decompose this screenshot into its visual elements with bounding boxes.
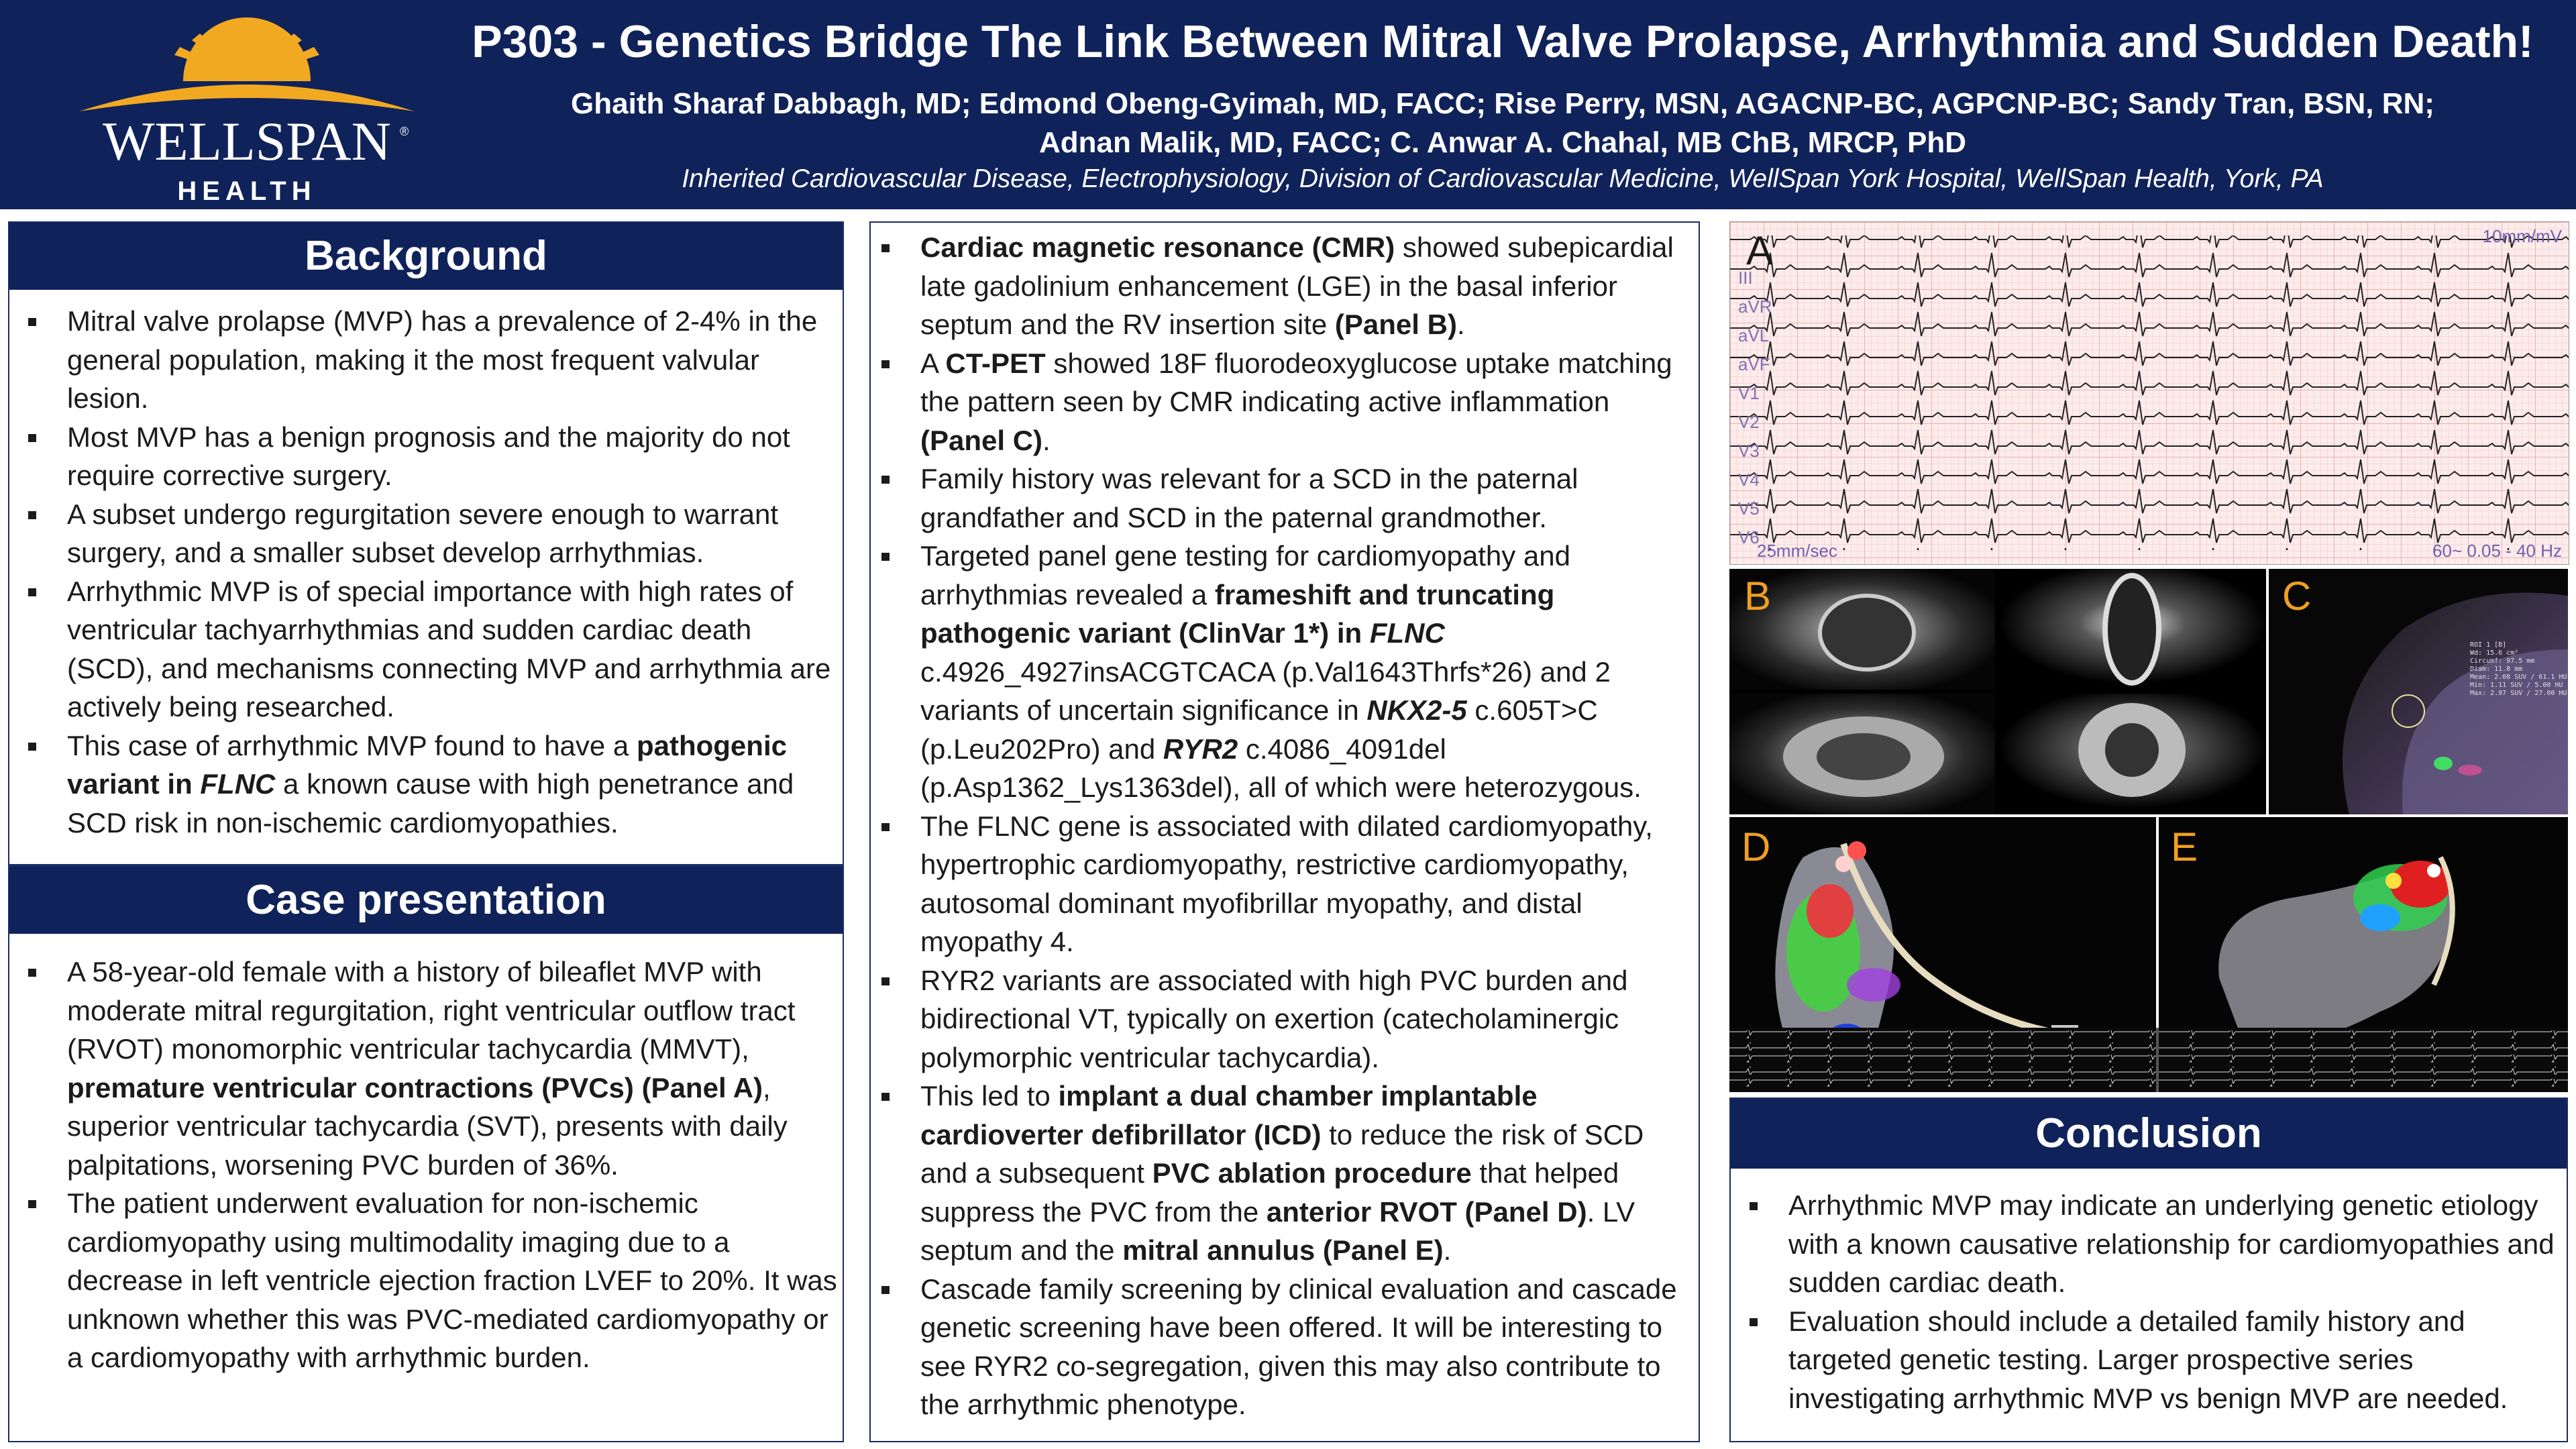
conclusion-heading: Conclusion xyxy=(1731,1099,2567,1169)
ecg-strip xyxy=(1730,264,2569,294)
list-item: This led to implant a dual chamber implantable cardioverter defibrillator (ICD) to reduce the risk of SCD and a subsequent PVC ablation procedure that helped suppress the PVC from the anterior RVOT (Panel D). LV septum and the mitral annulus (Panel E). xyxy=(872,1077,1697,1270)
ct-pet-panel xyxy=(2269,569,2568,814)
ecg-strip xyxy=(1730,321,2569,351)
ecg-lead-label: V2 xyxy=(1738,412,1760,432)
ecg-strip xyxy=(1730,378,2569,408)
list-item: The FLNC gene is associated with dilated cardiomyopathy, hypertrophic cardiomyopathy, restrictive cardiomyopathy, autosomal dominant myofibrillar myopathy, and distal myopathy 4. xyxy=(872,807,1697,961)
ecg-strip xyxy=(1730,350,2569,379)
conclusion-list xyxy=(1740,1186,2560,1417)
wellspan-logo xyxy=(72,11,421,205)
ecg-lead-label: V3 xyxy=(1738,441,1760,461)
author-list xyxy=(463,85,2542,162)
ecg-strip xyxy=(1730,435,2569,465)
ecg-strip xyxy=(1730,492,2569,522)
list-item: Arrhythmic MVP may indicate an underlying genetic etiology with a known causative relationship for cardiomyopathies and sudden cardiac death. xyxy=(1740,1186,2560,1302)
case-details-list xyxy=(872,228,1697,1424)
panel-b-label: B xyxy=(1744,574,1772,619)
poster-title: P303 - Genetics Bridge The Link Between Mitral Valve Prolapse, Arrhythmia and Sudden Death! xyxy=(472,16,2534,67)
ecg-tracing xyxy=(1730,222,2569,564)
ecg-strip xyxy=(1730,235,2569,265)
list-item: The patient underwent evaluation for non-ischemic cardiomyopathy using multimodality imaging due to a decrease in left ventricle ejection fraction LVEF to 20%. It was unknown whether this was PVC-mediated cardiomyopathy or a cardiomyopathy with arrhythmic burden. xyxy=(19,1184,837,1377)
list-item: RYR2 variants are associated with high PVC burden and bidirectional VT, typically on exertion (catecholaminergic polymorphic ventricular tachycardia). xyxy=(872,961,1697,1077)
background-list xyxy=(19,302,837,842)
background-heading: Background xyxy=(9,223,843,290)
cmr-panel xyxy=(1729,569,2266,814)
list-item: Arrhythmic MVP is of special importance with high rates of ventricular tachyarrhythmias and sudden cardiac death (SCD), and mechanisms connecting MVP and arrhythmia are actively being researched. xyxy=(19,572,837,727)
ecg-lead-label: aVL xyxy=(1738,325,1770,345)
ecg-strip xyxy=(1730,292,2569,322)
panel-e-label: E xyxy=(2171,824,2198,869)
panel-c-label: C xyxy=(2282,574,2312,619)
svg-text:WELLSPAN: WELLSPAN xyxy=(103,111,391,172)
case-presentation-heading: Case presentation xyxy=(9,867,843,934)
list-item: Evaluation should include a detailed family history and targeted genetic testing. Larger prospective series investigating arrhythmic MVP vs benign MVP are needed. xyxy=(1740,1302,2560,1418)
list-item: Targeted panel gene testing for cardiomyopathy and arrhythmias revealed a frameshift and truncating pathogenic variant (ClinVar 1*) in FLNC c.4926_4927insACGTCACA (p.Val1643Thrfs*26) and 2 variants of uncertain significance in NKX2-5 c.605T>C (p.Leu202Pro) and RYR2 c.4086_4091del (p.Asp1362_Lys1363del), all of which were heterozygous. xyxy=(872,537,1697,807)
authors-line-1: Ghaith Sharaf Dabbagh, MD; Edmond Obeng-Gyimah, MD, FACC; Rise Perry, MSN, AGACNP-BC, AGPCNP-BC; Sandy Tran, BSN, RN; xyxy=(571,87,2434,120)
affiliation: Inherited Cardiovascular Disease, Electrophysiology, Division of Cardiovascular Medicine, WellSpan York Hospital, WellSpan Health, York, PA xyxy=(682,164,2324,193)
panel-a-label: A xyxy=(1746,228,1774,273)
case-list xyxy=(19,953,837,1377)
list-item: Mitral valve prolapse (MVP) has a prevalence of 2-4% in the general population, making it the most frequent valvular lesion. xyxy=(19,302,837,418)
list-item: Family history was relevant for a SCD in the paternal grandfather and SCD in the paternal grandmother. xyxy=(872,460,1697,537)
list-item: Cardiac magnetic resonance (CMR) showed subepicardial late gadolinium enhancement (LGE) in the basal inferior septum and the RV insertion site (Panel B). xyxy=(872,228,1697,344)
ecg-lead-label: aVF xyxy=(1738,354,1770,374)
list-item: A subset undergo regurgitation severe enough to warrant surgery, and a smaller subset develop arrhythmias. xyxy=(19,495,837,572)
ecg-lead-label: V5 xyxy=(1738,498,1760,519)
ecg-strip xyxy=(1730,407,2569,436)
intracardiac-tracings xyxy=(1729,1028,2568,1092)
ecg-gain: 10mm/mV xyxy=(2482,226,2562,246)
list-item: A CT-PET showed 18F fluorodeoxyglucose uptake matching the pattern seen by CMR indicating active inflammation (Panel C). xyxy=(872,344,1697,460)
ecg-lead-label: III xyxy=(1738,268,1753,288)
authors-line-2: Adnan Malik, MD, FACC; C. Anwar A. Chahal, MB ChB, MRCP, PhD xyxy=(1038,126,1966,159)
ecg-strip xyxy=(1730,464,2569,493)
tracing-lines xyxy=(1729,1028,2568,1092)
roi-readout: ROI 1 [B] Wd: 15.6 cm² Circumf: 97.5 mm Diam: 11.8 mm Mean: 2.08 SUV / 61.1 HU Min: 1.11 SUV / 5.00 HU Max: 2.97 SUV / 27.00 HU xyxy=(2470,641,2567,697)
ecg-lead-label: V4 xyxy=(1738,470,1760,490)
ecg-lead-label: V1 xyxy=(1738,383,1760,403)
ecg-panel xyxy=(1729,221,2569,565)
poster-header xyxy=(0,0,2576,209)
list-item: Most MVP has a benign prognosis and the majority do not require corrective surgery. xyxy=(19,418,837,495)
list-item: Cascade family screening by clinical evaluation and cascade genetic screening have been offered. It will be interesting to see RYR2 co-segregation, given this may also contribute to the arrhythmic phenotype. xyxy=(872,1270,1697,1424)
ecg-speed: 25mm/sec xyxy=(1757,541,1837,561)
ecg-lead-label: V6 xyxy=(1738,527,1760,547)
list-item: This case of arrhythmic MVP found to have a pathogenic variant in FLNC a known cause with high penetrance and SCD risk in non-ischemic cardiomyopathies. xyxy=(19,727,837,843)
cmr-images xyxy=(1729,569,2266,814)
panel-d-label: D xyxy=(1741,824,1771,869)
ecg-lead-label: aVR xyxy=(1738,297,1772,317)
ecg-filter: 60~ 0.05 - 40 Hz xyxy=(2432,541,2562,561)
svg-text:®: ® xyxy=(400,125,409,138)
svg-text:HEALTH: HEALTH xyxy=(177,176,317,205)
list-item: A 58-year-old female with a history of bileaflet MVP with moderate mitral regurgitation, right ventricular outflow tract (RVOT) monomorphic ventricular tachycardia (MMVT), premature ventricular contractions (PVCs) (Panel A), superior ventricular tachycardia (SVT), presents with daily palpitations, worsening PVC burden of 36%. xyxy=(19,953,837,1184)
